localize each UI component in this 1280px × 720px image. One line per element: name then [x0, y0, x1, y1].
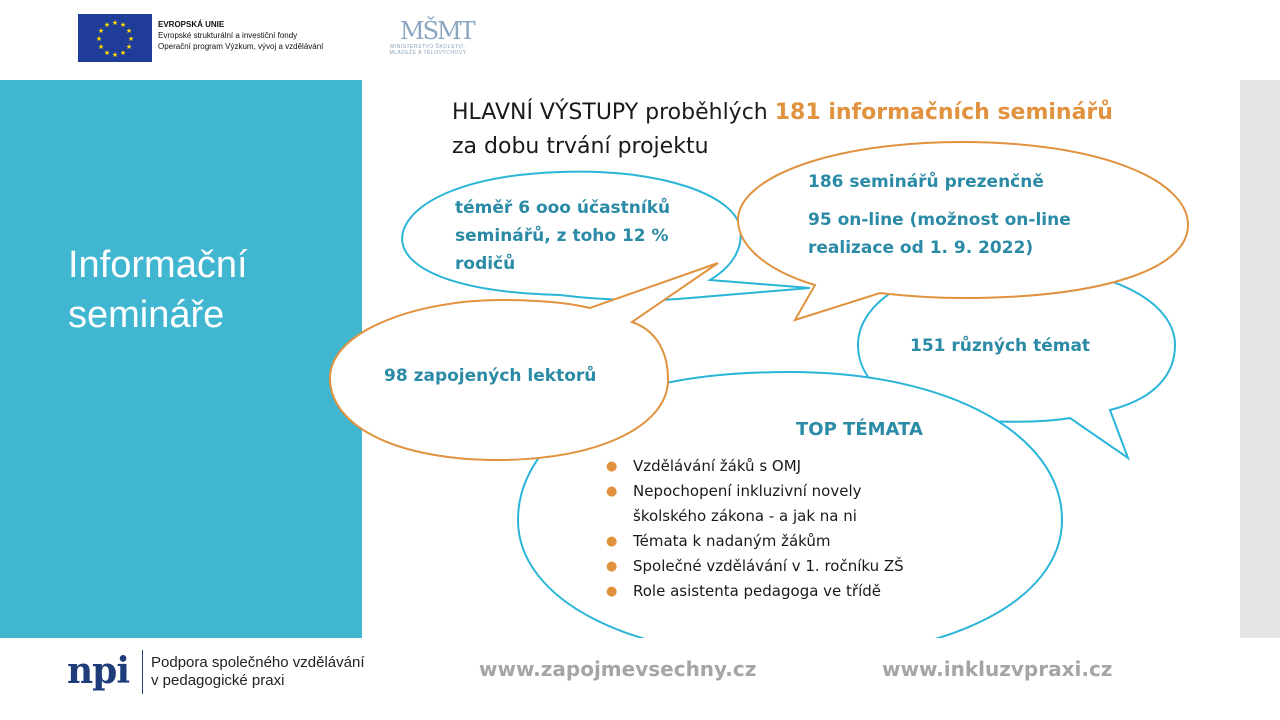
msmt-logo-text: MŠMT: [400, 17, 474, 45]
svg-text:★: ★: [125, 43, 133, 51]
eu-caption-line1: EVROPSKÁ UNIE: [158, 20, 225, 29]
list-item: [606, 554, 956, 579]
npi-divider: [142, 650, 143, 694]
bullet-icon: ●: [606, 584, 618, 599]
list-item: [606, 479, 956, 504]
website-link-inkluzvpraxi[interactable]: www.inkluzvpraxi.cz: [882, 657, 1113, 681]
slide-title-line1: Informační: [68, 244, 248, 286]
list-item: [606, 579, 956, 604]
svg-text:★: ★: [103, 21, 111, 29]
list-item: [606, 529, 956, 554]
npi-logo: npi: [67, 650, 130, 692]
svg-text:★: ★: [97, 43, 105, 51]
list-item-text: Společné vzdělávání v 1. ročníku ZŠ: [633, 557, 904, 575]
bullet-icon: ●: [606, 559, 618, 574]
npi-caption-line2: v pedagogické praxi: [151, 672, 285, 689]
list-item-text: Vzdělávání žáků s OMJ: [633, 457, 802, 475]
headline-line2: za dobu trvání projektu: [452, 134, 709, 159]
list-item-continuation: [606, 504, 956, 529]
presential-text: 186 seminářů prezenčně: [808, 172, 1044, 192]
npi-caption-line1: Podpora společného vzdělávání: [151, 654, 365, 671]
bullet-icon: ●: [606, 459, 618, 474]
bubble-presential-online-text: [808, 168, 1108, 262]
headline-text: HLAVNÍ VÝSTUPY proběhlých: [452, 100, 775, 125]
list-item-text: školského zákona - a jak na ni: [633, 507, 857, 525]
online-line2: realizace od 1. 9. 2022): [808, 238, 1034, 258]
headline-highlight: 181 informačních seminářů: [774, 100, 1113, 125]
svg-text:★: ★: [97, 27, 105, 35]
svg-text:★: ★: [127, 35, 135, 43]
svg-text:★: ★: [111, 51, 119, 59]
participants-line2: seminářů, z toho 12 %: [455, 226, 669, 246]
list-item-text: Role asistenta pedagoga ve třídě: [633, 582, 882, 600]
top-topics-title: TOP TÉMATA: [796, 419, 923, 440]
participants-line3: rodičů: [455, 254, 516, 274]
bubble-participants-text: [455, 194, 705, 278]
online-line1: 95 on-line (možnost on-line: [808, 210, 1071, 230]
list-item: [606, 454, 956, 479]
bubble-topics-count-text: 151 různých témat: [910, 336, 1091, 356]
svg-text:★: ★: [119, 49, 127, 57]
svg-text:★: ★: [111, 19, 119, 27]
svg-text:★: ★: [103, 49, 111, 57]
msmt-caption-line2: MLÁDEŽE A TĚLOVÝCHOVY: [389, 50, 467, 56]
eu-caption-line2: Evropské strukturální a investiční fondy: [158, 31, 298, 40]
msmt-caption-line1: MINISTERSTVO ŠKOLSTVÍ,: [390, 44, 466, 50]
bubble-lecturers-text: 98 zapojených lektorů: [384, 366, 597, 386]
slide-title-line2: semináře: [68, 294, 225, 336]
list-item-text: Nepochopení inkluzivní novely: [633, 482, 862, 500]
list-item-text: Témata k nadaným žákům: [633, 532, 831, 550]
bullet-icon: ●: [606, 534, 618, 549]
top-topics-list: [606, 454, 956, 604]
spacer: [808, 196, 1108, 206]
svg-text:★: ★: [125, 27, 133, 35]
eu-caption-line3: Operační program Výzkum, vývoj a vzdělávání: [158, 42, 324, 51]
website-link-zapojmevsechny[interactable]: www.zapojmevsechny.cz: [479, 657, 757, 681]
participants-line1: téměř 6 ooo účastníků: [455, 198, 671, 218]
svg-text:★: ★: [119, 21, 127, 29]
svg-text:★: ★: [95, 35, 103, 43]
bullet-icon: ●: [606, 484, 618, 499]
npi-caption: [151, 654, 365, 690]
